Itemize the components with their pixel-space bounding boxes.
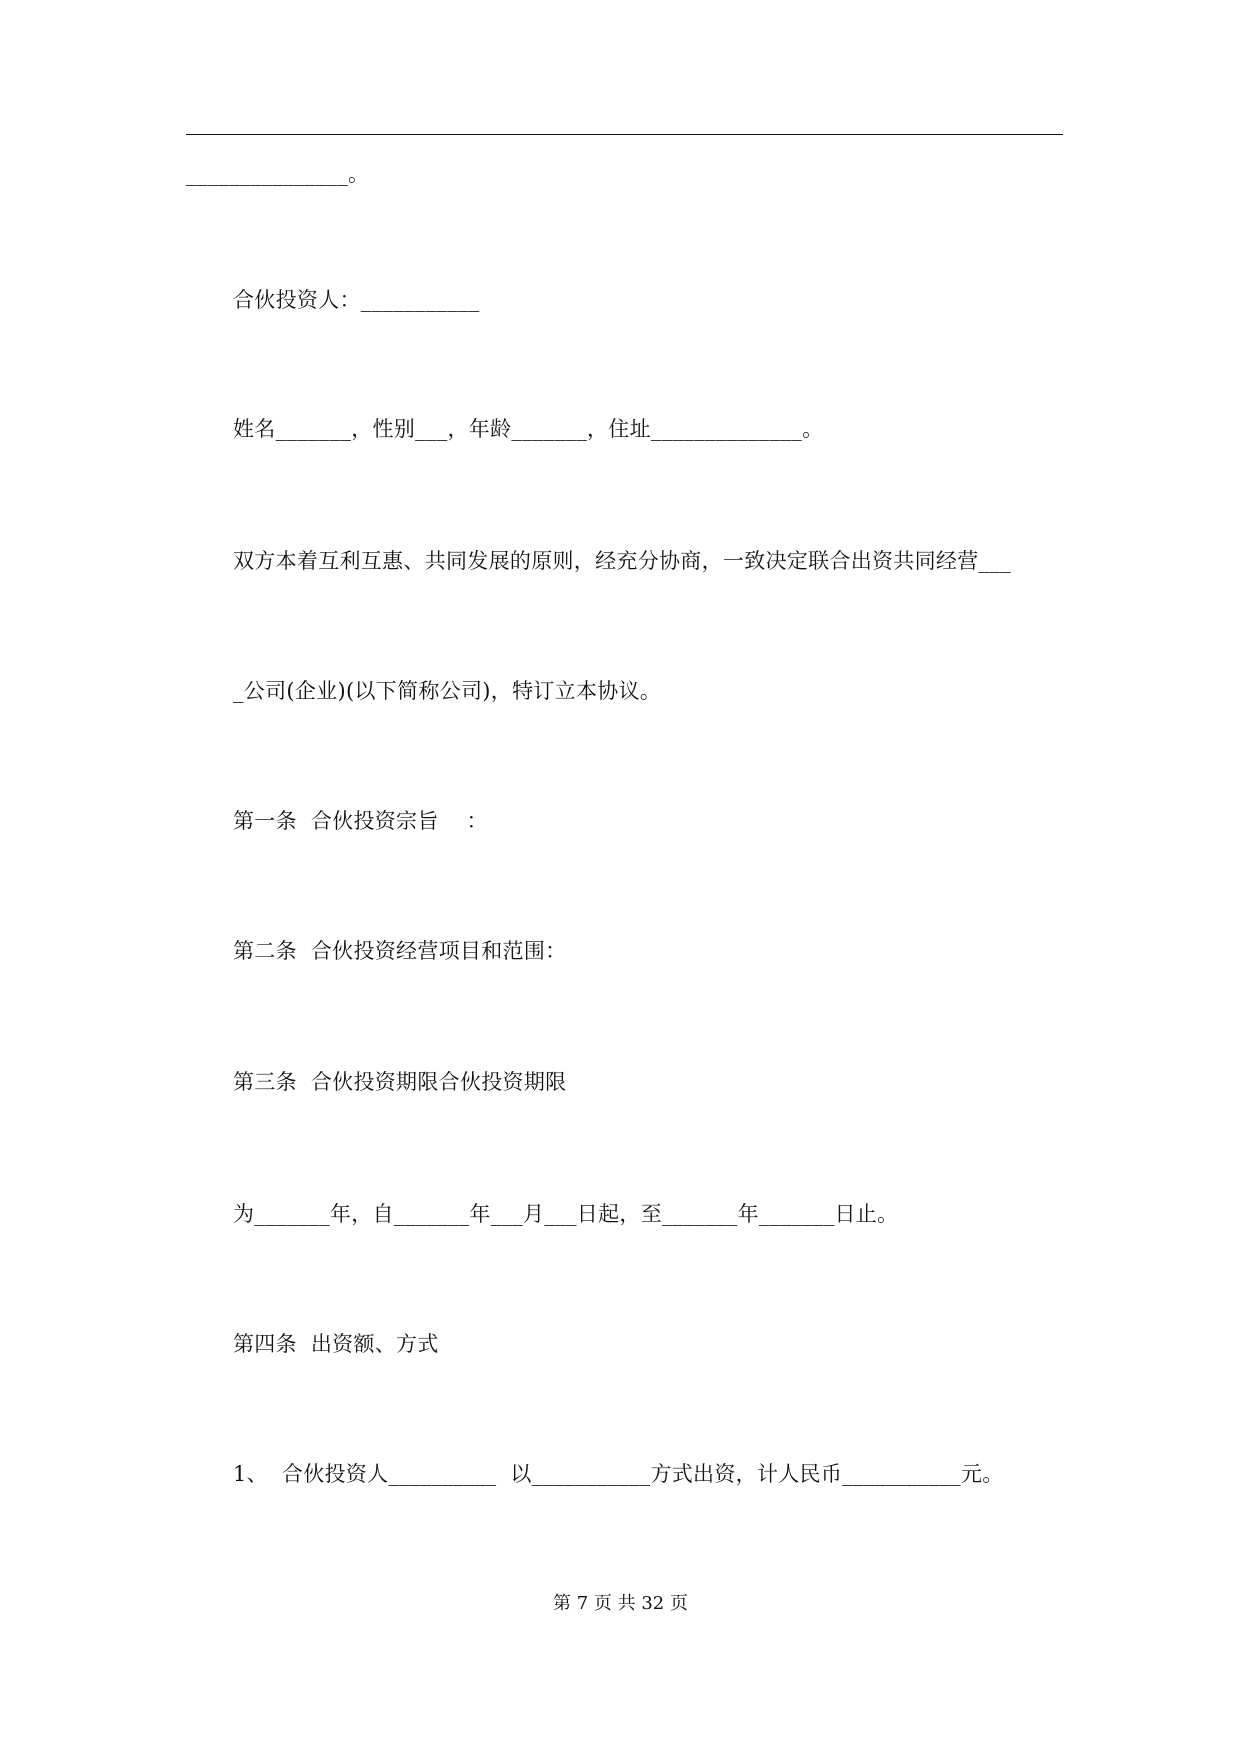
paragraph-agreement-intro-cont: _公司(企业)(以下简称公司)，特订立本协议。 [233, 679, 662, 703]
article-2-heading: 第二条 合伙投资经营项目和范围： [233, 939, 567, 963]
article-3-term: 为_______年，自_______年___月___日起，至_______年_______日止。 [233, 1202, 899, 1226]
article-4-heading: 第四条 出资额、方式 [233, 1332, 439, 1356]
paragraph-investor: 合伙投资人：___________ [233, 288, 480, 312]
page-footer: 第 7 页 共 32 页 [553, 1593, 688, 1614]
article-4-item-1: 1、 合伙投资人__________ 以___________方式出资，计人民币___________元。 [233, 1462, 1004, 1486]
top-rule [186, 134, 1063, 135]
paragraph-agreement-intro: 双方本着互利互惠、共同发展的原则，经充分协商，一致决定联合出资共同经营___ [233, 549, 1011, 573]
paragraph-personal-info: 姓名_______，性别___，年龄_______，住址______________。 [233, 417, 824, 441]
article-3-heading: 第三条 合伙投资期限合伙投资期限 [233, 1070, 567, 1094]
continuation-line: _______________。 [186, 162, 370, 186]
article-1-heading: 第一条 合伙投资宗旨 ： [233, 809, 488, 833]
